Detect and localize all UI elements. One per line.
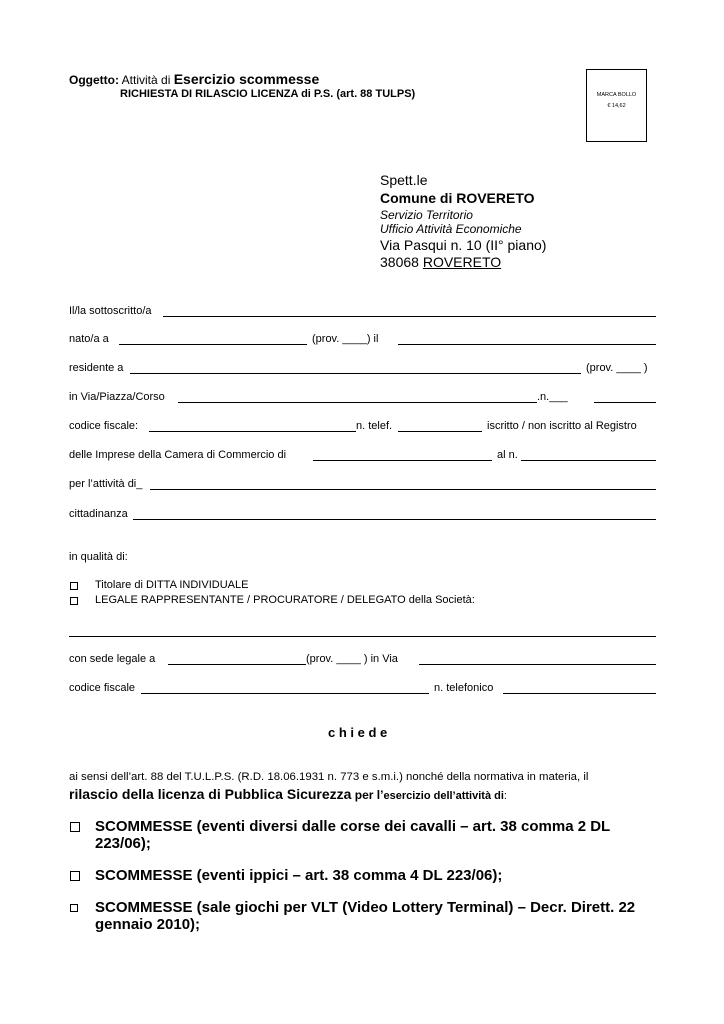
label-via: in Via/Piazza/Corso <box>69 391 165 403</box>
item-scommesse-eventi-diversi-1: SCOMMESSE (eventi diversi dalle corse dei cavalli – art. 38 comma 2 DL <box>95 818 611 835</box>
recipient-ufficio: Ufficio Attività Economiche <box>380 222 522 236</box>
item-scommesse-ippici: SCOMMESSE (eventi ippici – art. 38 comma 4 DL 223/06); <box>95 867 503 884</box>
label-prov-sede: (prov. ____ ) in Via <box>306 653 398 665</box>
label-nato: nato/a a <box>69 333 109 345</box>
label-attivita: per l’attività di_ <box>69 478 143 490</box>
subject-subtitle: RICHIESTA DI RILASCIO LICENZA di P.S. (art. 88 TULPS) <box>120 88 416 100</box>
field-numero-registro[interactable] <box>521 460 656 461</box>
label-codice-fiscale: codice fiscale: <box>69 420 139 432</box>
recipient-salutation: Spett.le <box>380 172 428 188</box>
field-sottoscritto[interactable] <box>163 316 656 317</box>
recipient-comune: Comune di ROVERETO <box>380 190 535 206</box>
field-codice-fiscale-societa[interactable] <box>141 693 429 694</box>
chiede-heading: c h i e d e <box>328 725 388 740</box>
field-luogo-nascita[interactable] <box>119 344 307 345</box>
label-prov-residenza: (prov. ____ ) <box>586 362 648 374</box>
subject-label: Oggetto: <box>69 73 119 87</box>
request-rilascio-line <box>69 786 507 804</box>
recipient-city-line <box>380 254 501 270</box>
field-societa[interactable] <box>69 636 656 637</box>
option-titolare: Titolare di DITTA INDIVIDUALE <box>95 579 249 591</box>
label-iscritto: iscritto / non iscritto al Registro <box>487 420 637 432</box>
field-residenza[interactable] <box>130 373 581 374</box>
checkbox-legale-rappresentante[interactable] <box>70 597 78 605</box>
stamp-label: MARCA BOLLO <box>596 92 637 98</box>
field-camera-commercio[interactable] <box>313 460 492 461</box>
label-prov-il: (prov. ____) il <box>312 333 379 345</box>
field-telefono[interactable] <box>398 431 482 432</box>
subject-text: Attività di <box>119 73 174 87</box>
field-cittadinanza[interactable] <box>133 519 656 520</box>
field-cap[interactable] <box>594 402 656 403</box>
field-data-nascita[interactable] <box>398 344 656 345</box>
item-scommesse-vlt-1: SCOMMESSE (sale giochi per VLT (Video Lottery Terminal) – Decr. Dirett. 22 <box>95 899 636 916</box>
label-telefono: n. telef. <box>356 420 393 432</box>
item-scommesse-vlt-2: gennaio 2010); <box>95 916 201 933</box>
checkbox-scommesse-eventi-diversi[interactable] <box>70 822 80 832</box>
recipient-cap: 38068 <box>380 254 423 270</box>
request-esercizio: esercizio dell’attività di <box>383 790 504 802</box>
checkbox-titolare[interactable] <box>70 582 78 590</box>
option-legale-rappresentante: LEGALE RAPPRESENTANTE / PROCURATORE / DELEGATO della Società: <box>95 594 475 606</box>
revenue-stamp-box <box>586 69 647 142</box>
field-sede-legale[interactable] <box>168 664 306 665</box>
checkbox-scommesse-vlt[interactable] <box>70 904 78 912</box>
subject-line <box>69 71 319 87</box>
stamp-amount: € 14,62 <box>607 103 626 109</box>
request-colon: : <box>503 790 507 802</box>
request-intro: ai sensi dell’art. 88 del T.U.L.P.S. (R.D. 18.06.1931 n. 773 e s.m.i.) nonché della normativa in materia, il <box>69 771 589 783</box>
field-via-sede[interactable] <box>419 664 656 665</box>
label-sede-legale: con sede legale a <box>69 653 156 665</box>
label-imprese: delle Imprese della Camera di Commercio di <box>69 449 287 461</box>
request-rilascio: rilascio della licenza di Pubblica Sicurezza <box>69 786 352 802</box>
field-codice-fiscale[interactable] <box>149 431 356 432</box>
recipient-city: ROVERETO <box>422 254 502 270</box>
label-cittadinanza: cittadinanza <box>69 508 128 520</box>
subject-title: Esercizio scommesse <box>173 71 320 87</box>
label-telefonico: n. telefonico <box>434 682 494 694</box>
label-al-n: al n. <box>497 449 518 461</box>
label-qualita: in qualità di: <box>69 551 128 563</box>
label-residente: residente a <box>69 362 124 374</box>
label-codice-fiscale-societa: codice fiscale <box>69 682 136 694</box>
recipient-address: Via Pasqui n. 10 (II° piano) <box>380 237 547 253</box>
request-per: per l’ <box>351 788 384 802</box>
checkbox-scommesse-ippici[interactable] <box>70 871 80 881</box>
field-telefonico[interactable] <box>503 693 656 694</box>
field-via[interactable] <box>178 402 537 403</box>
label-numero: .n.___ <box>537 391 568 403</box>
label-sottoscritto: Il/la sottoscritto/a <box>69 305 152 317</box>
item-scommesse-eventi-diversi-2: 223/06); <box>95 835 151 852</box>
field-attivita[interactable] <box>150 489 656 490</box>
recipient-servizio: Servizio Territorio <box>380 208 473 222</box>
